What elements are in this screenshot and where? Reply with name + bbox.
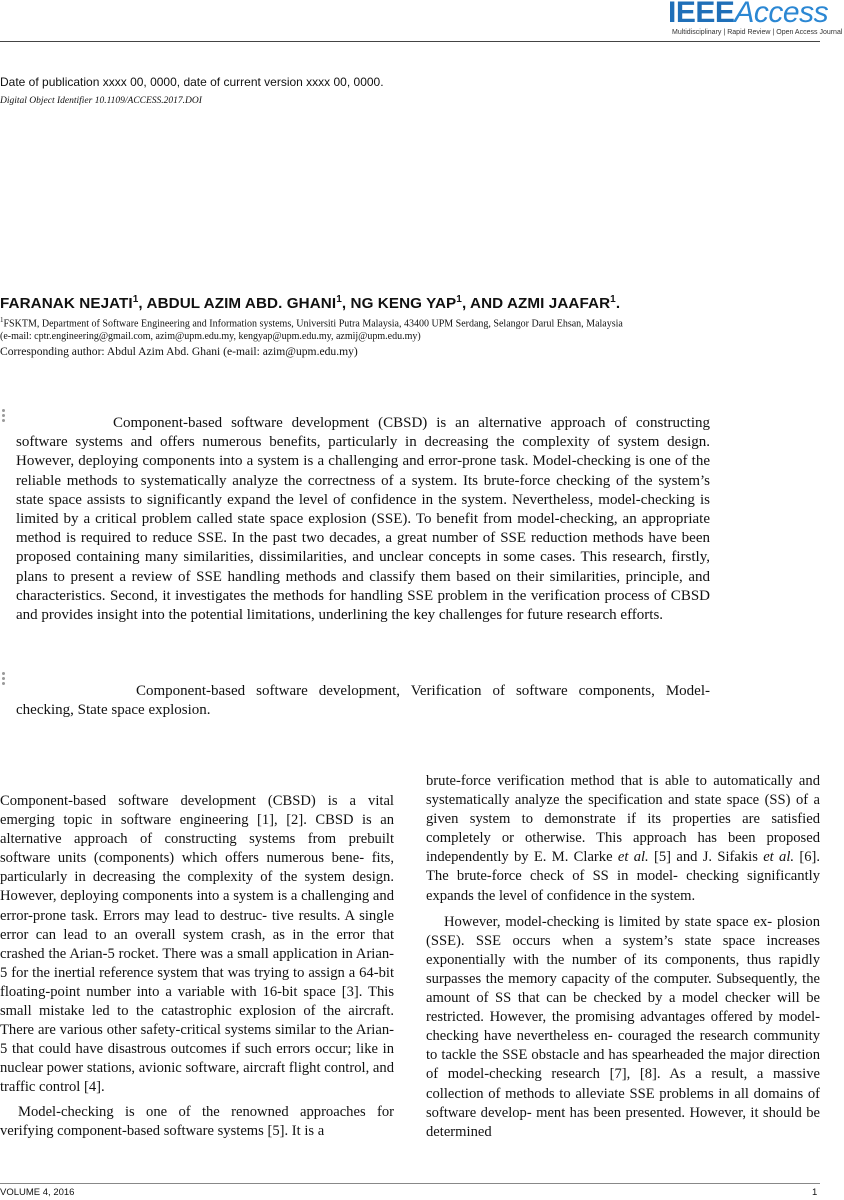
affiliation-text: FSKTM, Department of Software Engineering and Information systems, Universiti Putra Malaysia, 43400 UPM Serdang, Selangor Darul Ehsan, Malaysia	[3, 318, 623, 330]
right-paragraph-2: However, model-checking is limited by state space ex- plosion (SSE). SSE occurs when a system’s state space increases exponentially with the number of its components, thus rapidly surpasses the memory capacity of the computer. Subsequently, the amount of SS that can be checked by a model checker will be restricted. However, the promising advantages offered by model-checking have nevertheless en- couraged the research community to tackle the SSE obstacle and has spearheaded the major direction of model-checking research [7], [8]. As a result, a massive collection of methods to alleviate SSE problems in all domains of software develop- ment has been presented. However, it should be determined	[426, 913, 820, 1140]
footer-volume: VOLUME 4, 2016	[0, 1187, 75, 1198]
corresponding-author: Corresponding author: Abdul Azim Abd. Ghani (e-mail: azim@upm.edu.my)	[0, 345, 358, 358]
author-separator: ,	[138, 295, 147, 313]
affiliation-line-1	[0, 314, 820, 330]
author-name: NG KENG YAP	[350, 295, 457, 313]
author-separator: ,	[461, 295, 471, 313]
keywords-text: Component-based software development, Verification of software components, Model-checking, State space explosion.	[16, 683, 710, 719]
text-run: [5] and J. Sifakis	[648, 849, 764, 866]
author-sup: 1	[132, 294, 139, 305]
footer-rule	[0, 1183, 820, 1184]
body-left-column	[0, 792, 394, 1141]
abstract	[16, 414, 710, 625]
et-al: et al.	[763, 849, 795, 866]
text-run: [6]. The brute-force check of SS in model- checking significantly expands the level of confidence in the system.	[426, 849, 820, 904]
publication-date: Date of publication xxxx 00, 0000, date of current version xxxx 00, 0000.	[0, 75, 384, 89]
footer-page-number: 1	[812, 1187, 818, 1198]
abstract-text: Component-based software development (CBSD) is an alternative approach of constructing software systems and offers numerous benefits, particularly in decreasing the complexity of system design. However, deploying components into a system is a challenging and error-prone task. Model-checking is one of the reliable methods to systematically analyze the correctness of a system. Its brute-force checking of the system’s state space assists to significantly expand the level of confidence in the system. Nevertheless, model-checking is limited by a critical problem called state space explosion (SSE). To benefit from model-checking, an appropriate method is required to reduce SSE. In the past two decades, a great number of SSE reduction methods have been proposed containing many similarities, dissimilarities, and unclear concepts in some cases. This research, firstly, plans to present a review of SSE handling methods and classify them based on their similarities, principle, and characteristics. Second, it investigates the methods for handling SSE problem in the verification process of CBSD and provides insight into the potential limitations, underlining the key challenges for future research efforts.	[16, 415, 710, 624]
author-list	[0, 294, 620, 312]
intro-paragraph-1: Component-based software development (CBSD) is a vital emerging topic in software engineering [1], [2]. CBSD is an alternative approach of constructing systems from prebuilt software units (components) which offers numerous bene- fits, particularly in decreasing the complexity of the system design. However, deploying components into a system is a challenging and error-prone task. Errors may lead to destruc- tive results. A single error can lead to an overall system crash, as in the error that crashed the Arian-5 rocket. There was a small application in Arian-5 for the inertial reference system that was trying to assign a 64-bit floating-point number into a variable with 16-bit space [3]. This small mistake led to the catastrophic explosion of the aircraft. There are various other safety-critical systems similar to the Arian-5 that could have disastrous outcomes if such errors occur; like in nuclear power stations, avionic software, aircraft flight control, and traffic control [4].	[0, 793, 394, 1096]
author-name: ABDUL AZIM ABD. GHANI	[146, 295, 337, 313]
header-rule	[0, 41, 820, 42]
abstract-marker-icon	[2, 409, 6, 424]
right-paragraph-1	[426, 772, 820, 906]
tagline-item: Open Access Journal	[776, 29, 843, 36]
doi-line: Digital Object Identifier 10.1109/ACCESS.2017.DOI	[0, 96, 202, 106]
author-sup: 1	[610, 294, 616, 305]
intro-paragraph-2: Model-checking is one of the renowned approaches for verifying component-based software systems [5]. It is a	[0, 1103, 394, 1139]
author-sup: 1	[336, 294, 342, 305]
affiliation-sup: 1	[0, 316, 4, 324]
author-name: FARANAK NEJATI	[0, 295, 133, 313]
affiliation	[0, 314, 820, 343]
logo-access-text: Access	[734, 0, 829, 29]
affiliation-line-2: (e-mail: cptr.engineering@gmail.com, azim@upm.edu.my, kengyap@upm.edu.my, azmij@upm.edu.my)	[0, 331, 421, 343]
author-separator: ,	[341, 295, 351, 313]
tagline-item: Rapid Review	[727, 29, 771, 36]
logo-tagline: Multidisciplinary | Rapid Review | Open Access Journal	[672, 29, 843, 36]
et-al: et al.	[617, 849, 649, 866]
author-sup: 1	[456, 294, 462, 305]
author-separator: .	[615, 295, 621, 313]
author-name: AND AZMI JAAFAR	[470, 295, 611, 313]
keywords-marker-icon	[2, 672, 6, 687]
logo-ieee-text: IEEE	[668, 0, 735, 29]
text-run: brute-force verification method that is able to automatically and systematically analyze the specification and state space (SS) of a given system to demonstrate if its properties are satisfied completely or otherwise. This approach has been proposed independently by E. M. Clarke	[426, 773, 820, 866]
body-right-column	[426, 772, 820, 1142]
ieee-access-logo	[668, 0, 829, 29]
index-terms	[16, 682, 710, 720]
tagline-item: Multidisciplinary	[672, 29, 722, 36]
